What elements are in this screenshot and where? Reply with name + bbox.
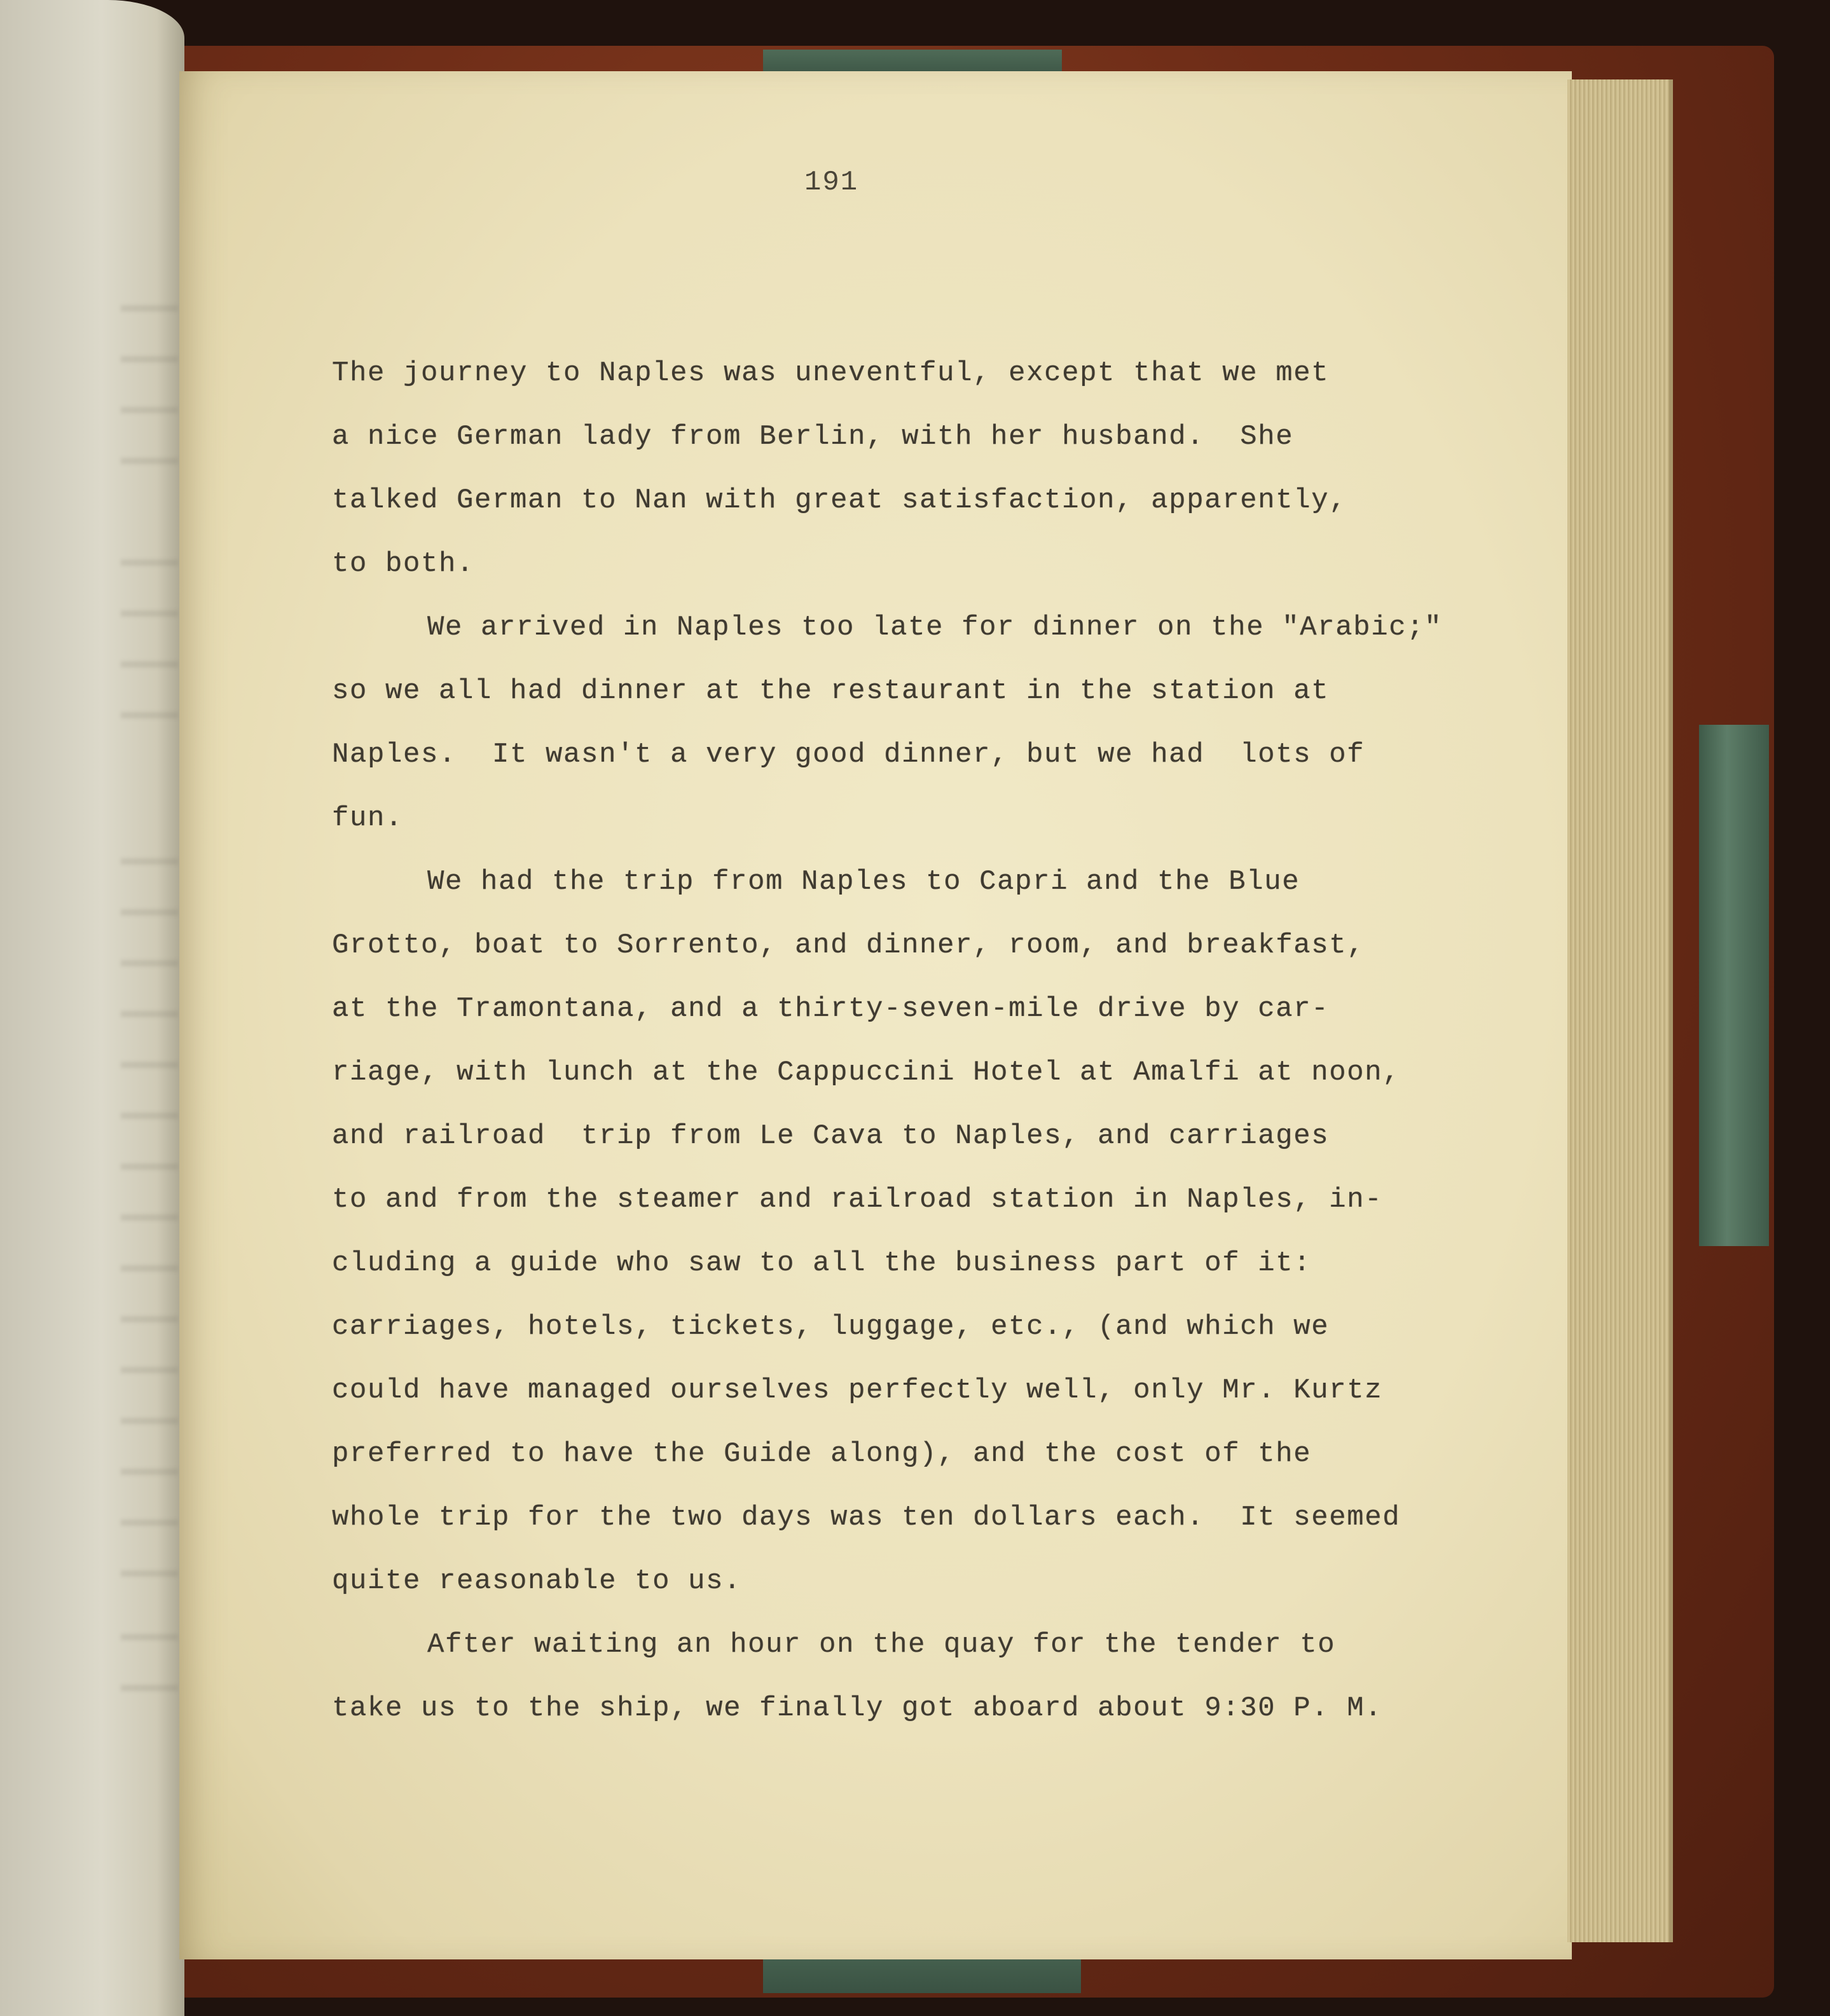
text-line: at the Tramontana, and a thirty-seven-mile drive by car-: [332, 993, 1330, 1025]
text-line: to and from the steamer and railroad station in Naples, in-: [332, 1184, 1383, 1216]
text-line: preferred to have the Guide along), and the cost of the: [332, 1438, 1312, 1470]
text-line: so we all had dinner at the restaurant in the station at: [332, 675, 1330, 707]
text-line: We arrived in Naples too late for dinner on the "Arabic;": [427, 612, 1443, 643]
text-line: After waiting an hour on the quay for the tender to: [427, 1629, 1336, 1661]
page-edges: [1567, 79, 1673, 1942]
text-line: fun.: [332, 802, 404, 834]
text-line: Naples. It wasn't a very good dinner, but we had lots of: [332, 739, 1365, 771]
text-line: We had the trip from Naples to Capri and the Blue: [427, 866, 1300, 898]
text-line: talked German to Nan with great satisfaction, apparently,: [332, 484, 1347, 516]
text-line: quite reasonable to us.: [332, 1565, 742, 1597]
text-line: a nice German lady from Berlin, with her husband. She: [332, 421, 1294, 453]
text-line: whole trip for the two days was ten dollars each. It seemed: [332, 1502, 1401, 1533]
text-line: could have managed ourselves perfectly well, only Mr. Kurtz: [332, 1375, 1383, 1406]
text-line: Grotto, boat to Sorrento, and dinner, room, and breakfast,: [332, 929, 1365, 961]
left-page: [0, 0, 184, 2016]
text-line: and railroad trip from Le Cava to Naples, and carriages: [332, 1120, 1330, 1152]
text-line: take us to the ship, we finally got aboard about 9:30 P. M.: [332, 1692, 1383, 1724]
text-line: cluding a guide who saw to all the business part of it:: [332, 1247, 1312, 1279]
text-line: riage, with lunch at the Cappuccini Hotel at Amalfi at noon,: [332, 1057, 1401, 1088]
green-cloth-tab: [1699, 725, 1769, 1246]
text-line: carriages, hotels, tickets, luggage, etc., (and which we: [332, 1311, 1330, 1343]
text-line: The journey to Naples was uneventful, except that we met: [332, 357, 1330, 389]
text-line: to both.: [332, 548, 475, 580]
page-number: 191: [804, 167, 859, 198]
